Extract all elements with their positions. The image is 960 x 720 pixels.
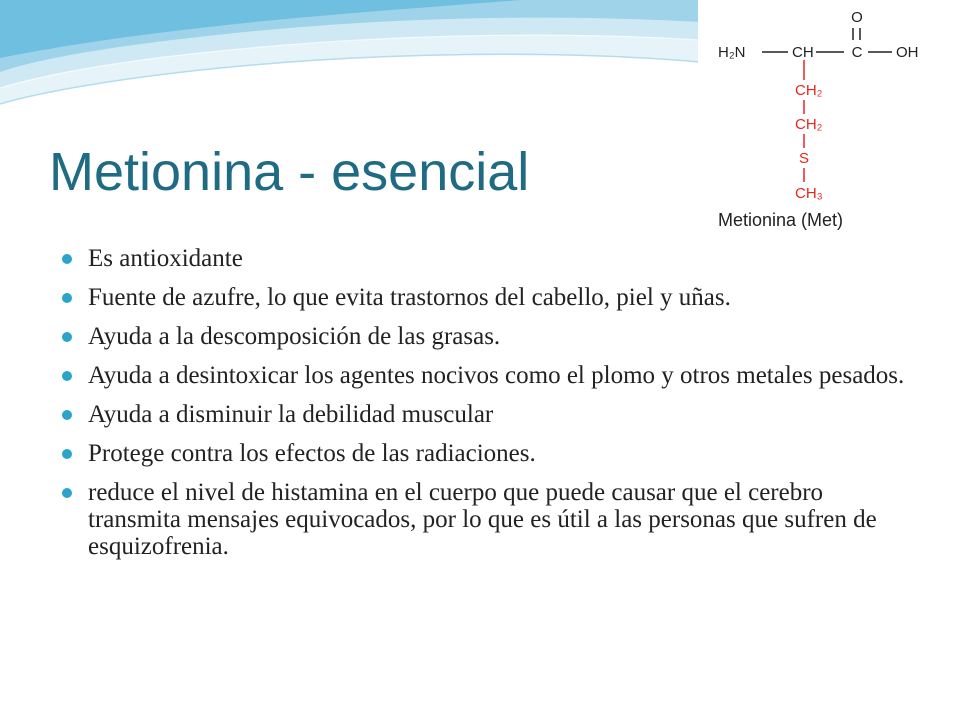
bullet-item (62, 284, 922, 311)
slide-title: Metionina - esencial (49, 142, 530, 202)
bullet-text: Ayuda a disminuir la debilidad muscular (88, 401, 494, 428)
side-chain-methyl: CH₃ (795, 185, 823, 202)
side-chain-sulfur: S (799, 150, 810, 167)
bullet-dot-icon (62, 332, 72, 342)
bullet-dot-icon (62, 254, 72, 264)
carbonyl-oxygen-label: O (851, 9, 863, 26)
bullet-dot-icon (62, 293, 72, 303)
bullet-item (62, 245, 922, 272)
bullet-text: Fuente de azufre, lo que evita trastornos del cabello, piel y uñas. (88, 284, 731, 311)
bullet-list (62, 245, 922, 560)
carboxyl-carbon-label: C (851, 44, 863, 61)
bullet-dot-icon (62, 410, 72, 420)
hydroxyl-label: OH (896, 44, 919, 61)
methionine-structural-formula (698, 0, 960, 232)
bullet-dot-icon (62, 488, 72, 498)
bullet-text: Ayuda a la descomposición de las grasas. (88, 323, 501, 350)
formula-side-chain (795, 60, 823, 202)
bullet-text: Ayuda a desintoxicar los agentes nocivos como el plomo y otros metales pesados. (88, 362, 905, 389)
amino-group-label: H₂N (718, 44, 746, 61)
bullet-item (62, 401, 922, 428)
side-chain-group-1: CH₂ (795, 82, 823, 99)
formula-backbone (718, 9, 919, 61)
bullet-item (62, 323, 922, 350)
bullet-dot-icon (62, 371, 72, 381)
formula-caption: Metionina (Met) (718, 210, 844, 230)
bullet-item (62, 440, 922, 467)
bullet-text: Es antioxidante (88, 245, 243, 272)
bullet-item (62, 479, 922, 560)
bullet-text: Protege contra los efectos de las radiaciones. (88, 440, 536, 467)
bullet-item (62, 362, 922, 389)
bullet-dot-icon (62, 449, 72, 459)
bullet-text: reduce el nivel de histamina en el cuerpo que puede causar que el cerebro transmita mensajes equivocados, por lo que es útil a las personas que sufren de esquizofrenia. (88, 479, 877, 560)
side-chain-group-2: CH₂ (795, 116, 823, 133)
alpha-carbon-label: CH (792, 44, 814, 61)
